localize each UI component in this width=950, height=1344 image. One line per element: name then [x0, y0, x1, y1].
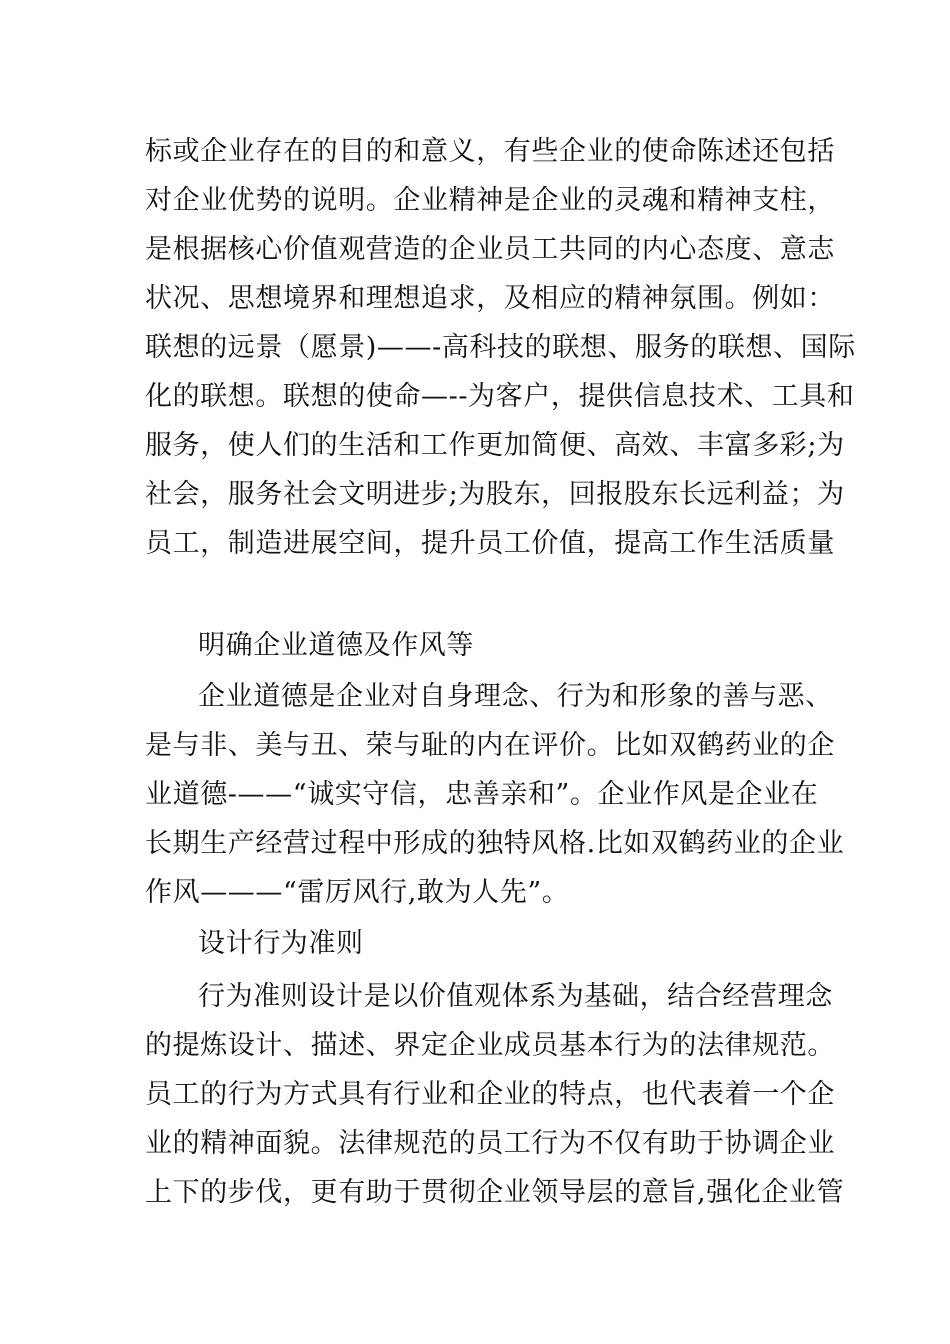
text-line: 状况、思想境界和理想追求，及相应的精神氛围。例如：: [145, 283, 835, 314]
text-line: 化的联想。联想的使命—--为客户，提供信息技术、工具和: [145, 381, 855, 412]
text-line: 作风———“雷厉风行,敢为人先”。: [145, 877, 570, 908]
text-line: 是与非、美与丑、荣与耻的内在评价。比如双鹤药业的企: [145, 730, 835, 761]
section-heading: 明确企业道德及作风等: [198, 630, 474, 661]
text-line: 标或企业存在的目的和意义，有些企业的使命陈述还包括: [145, 136, 835, 167]
text-line: 长期生产经营过程中形成的独特风格.比如双鹤药业的企业: [145, 828, 845, 859]
text-line: 业的精神面貌。法律规范的员工行为不仅有助于协调企业: [145, 1128, 835, 1159]
text-line: 社会，服务社会文明进步;为股东，回报股东长远利益；为: [145, 479, 845, 510]
paragraph-first-line: 企业道德是企业对自身理念、行为和形象的善与恶、: [198, 681, 833, 712]
text-line: 员工，制造进展空间，提升员工价值，提高工作生活质量: [145, 528, 835, 559]
text-line: 是根据核心价值观营造的企业员工共同的内心态度、意志: [145, 234, 835, 265]
text-line: 对企业优势的说明。企业精神是企业的灵魂和精神支柱，: [145, 185, 835, 216]
text-line: 联想的远景（愿景)——-高科技的联想、服务的联想、国际: [145, 332, 856, 363]
section-heading: 设计行为准则: [198, 928, 364, 959]
text-line: 服务，使人们的生活和工作更加简便、高效、丰富多彩;为: [145, 430, 845, 461]
text-line: 上下的步伐，更有助于贯彻企业领导层的意旨,强化企业管: [145, 1177, 845, 1208]
text-line: 业道德-——“诚实守信，忠善亲和”。企业作风是企业在: [145, 779, 819, 810]
text-line: 的提炼设计、描述、界定企业成员基本行为的法律规范。: [145, 1030, 835, 1061]
paragraph-first-line: 行为准则设计是以价值观体系为基础，结合经营理念: [198, 981, 833, 1012]
text-line: 员工的行为方式具有行业和企业的特点，也代表着一个企: [145, 1079, 835, 1110]
